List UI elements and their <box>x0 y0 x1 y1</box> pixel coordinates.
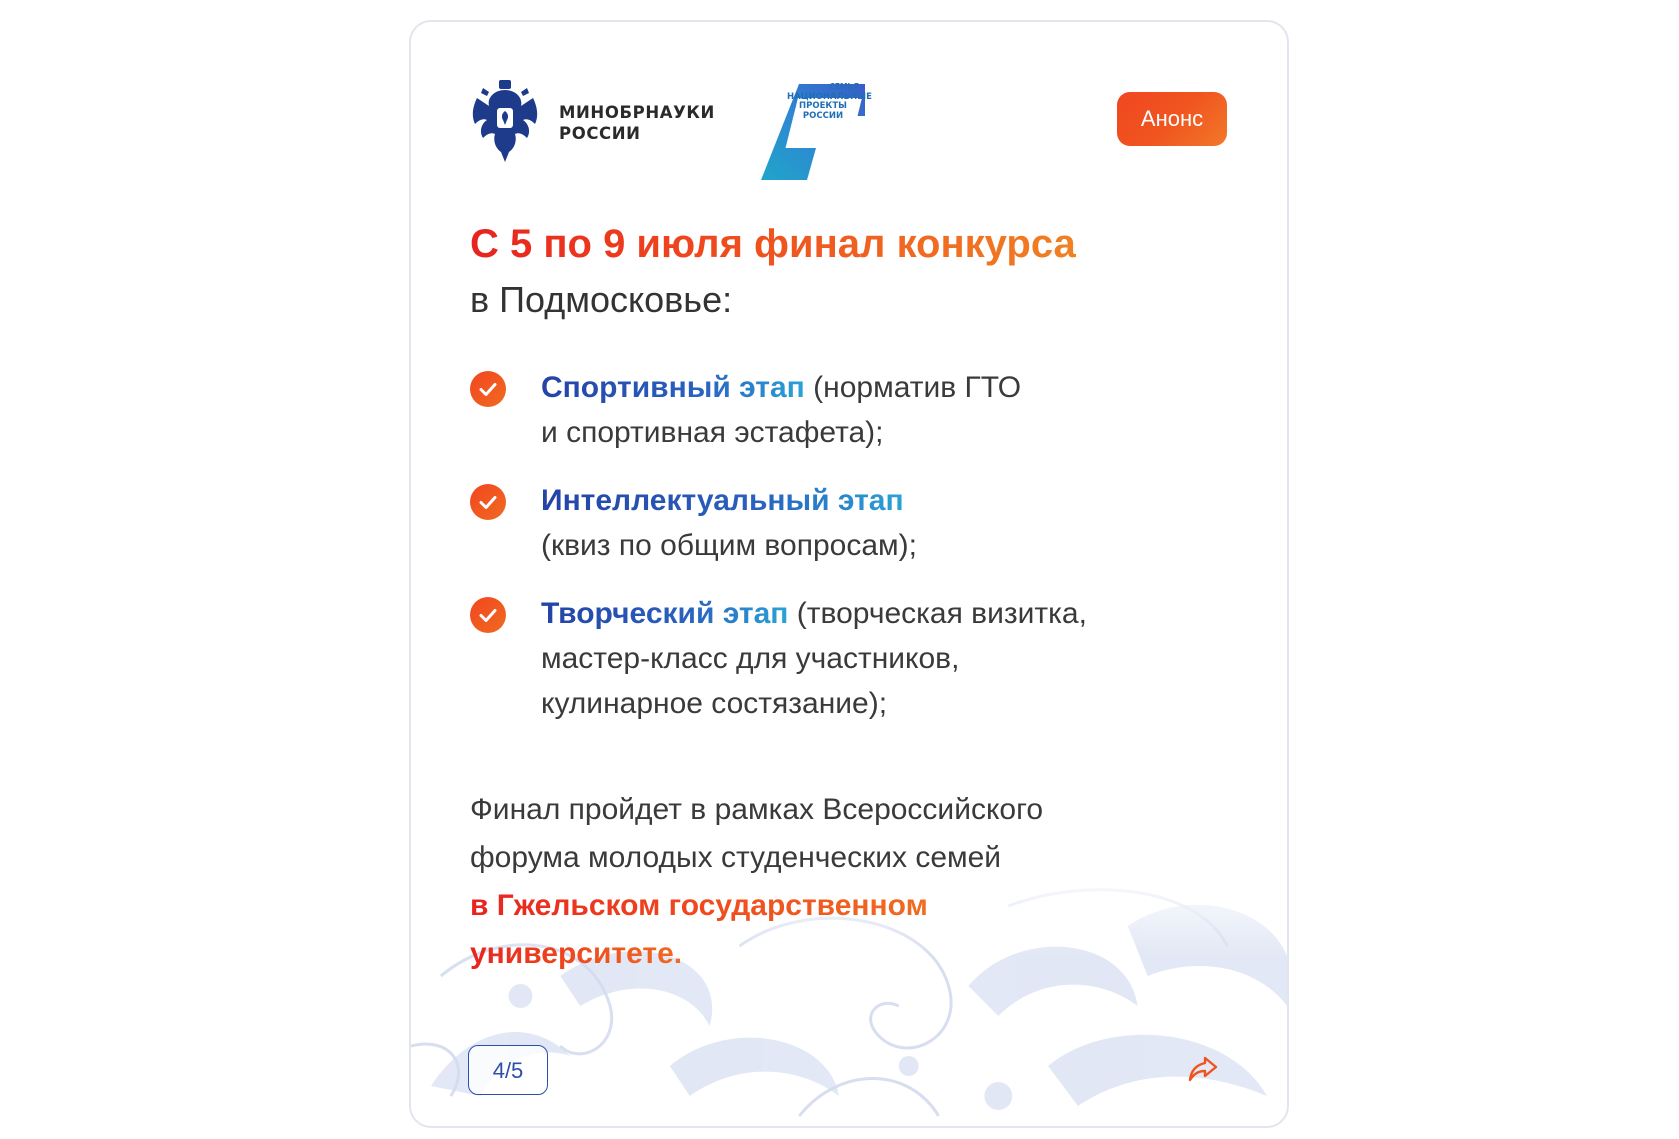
stage-text <box>541 478 1087 568</box>
stage-detail-line2: мастер-класс для участников, <box>541 642 960 675</box>
closing-paragraph <box>470 786 1043 978</box>
stage-detail: (норматив ГТО <box>804 371 1022 404</box>
ministry-line1: МИНОБРНАУКИ <box>559 103 715 122</box>
stage-item <box>470 591 1087 726</box>
slide-counter: 4/5 <box>468 1045 548 1095</box>
share-icon[interactable] <box>1185 1050 1221 1086</box>
np-line3: РОССИИ <box>802 110 844 121</box>
checkmark-icon <box>470 597 506 633</box>
ministry-line2: РОССИИ <box>559 124 641 143</box>
post-card <box>409 20 1289 1128</box>
closing-line1: Финал пройдет в рамках Всероссийского <box>470 793 1044 826</box>
stage-title: Спортивный этап <box>541 371 805 404</box>
headline-line2: в Подмосковье: <box>470 279 733 320</box>
stage-item <box>470 365 1087 478</box>
stage-text <box>541 365 1087 455</box>
venue-highlight-line2: университете. <box>470 930 682 978</box>
venue-highlight-line1: в Гжельском государственном <box>470 882 928 930</box>
checkmark-icon <box>470 484 506 520</box>
ministry-name <box>559 102 715 144</box>
stage-title: Творческий этап <box>541 597 789 630</box>
national-projects-text <box>787 82 872 121</box>
np-top-label: СЕМЬЯ <box>829 82 859 91</box>
stage-detail-line3: кулинарное состязание); <box>541 687 888 720</box>
announcement-badge: Анонс <box>1117 92 1227 146</box>
stage-detail-line2: и спортивная эстафета); <box>541 416 884 449</box>
np-line1: НАЦИОНАЛЬНЫЕ <box>787 92 872 103</box>
stages-list <box>470 365 1087 726</box>
headline-line1: С 5 по 9 июля финал конкурса <box>470 216 1076 272</box>
headline <box>470 216 1076 328</box>
np-line2: ПРОЕКТЫ <box>799 101 847 112</box>
stage-detail: (творческая визитка, <box>788 597 1087 630</box>
coat-of-arms-icon <box>469 80 541 162</box>
stage-item <box>470 478 1087 591</box>
closing-line2: форума молодых студенческих семей <box>470 841 1002 874</box>
checkmark-icon <box>470 371 506 407</box>
stage-title: Интеллектуальный этап <box>541 484 904 517</box>
stage-detail-line2: (квиз по общим вопросам); <box>541 529 917 562</box>
stage-text <box>541 591 1087 726</box>
card-header <box>411 22 1287 172</box>
